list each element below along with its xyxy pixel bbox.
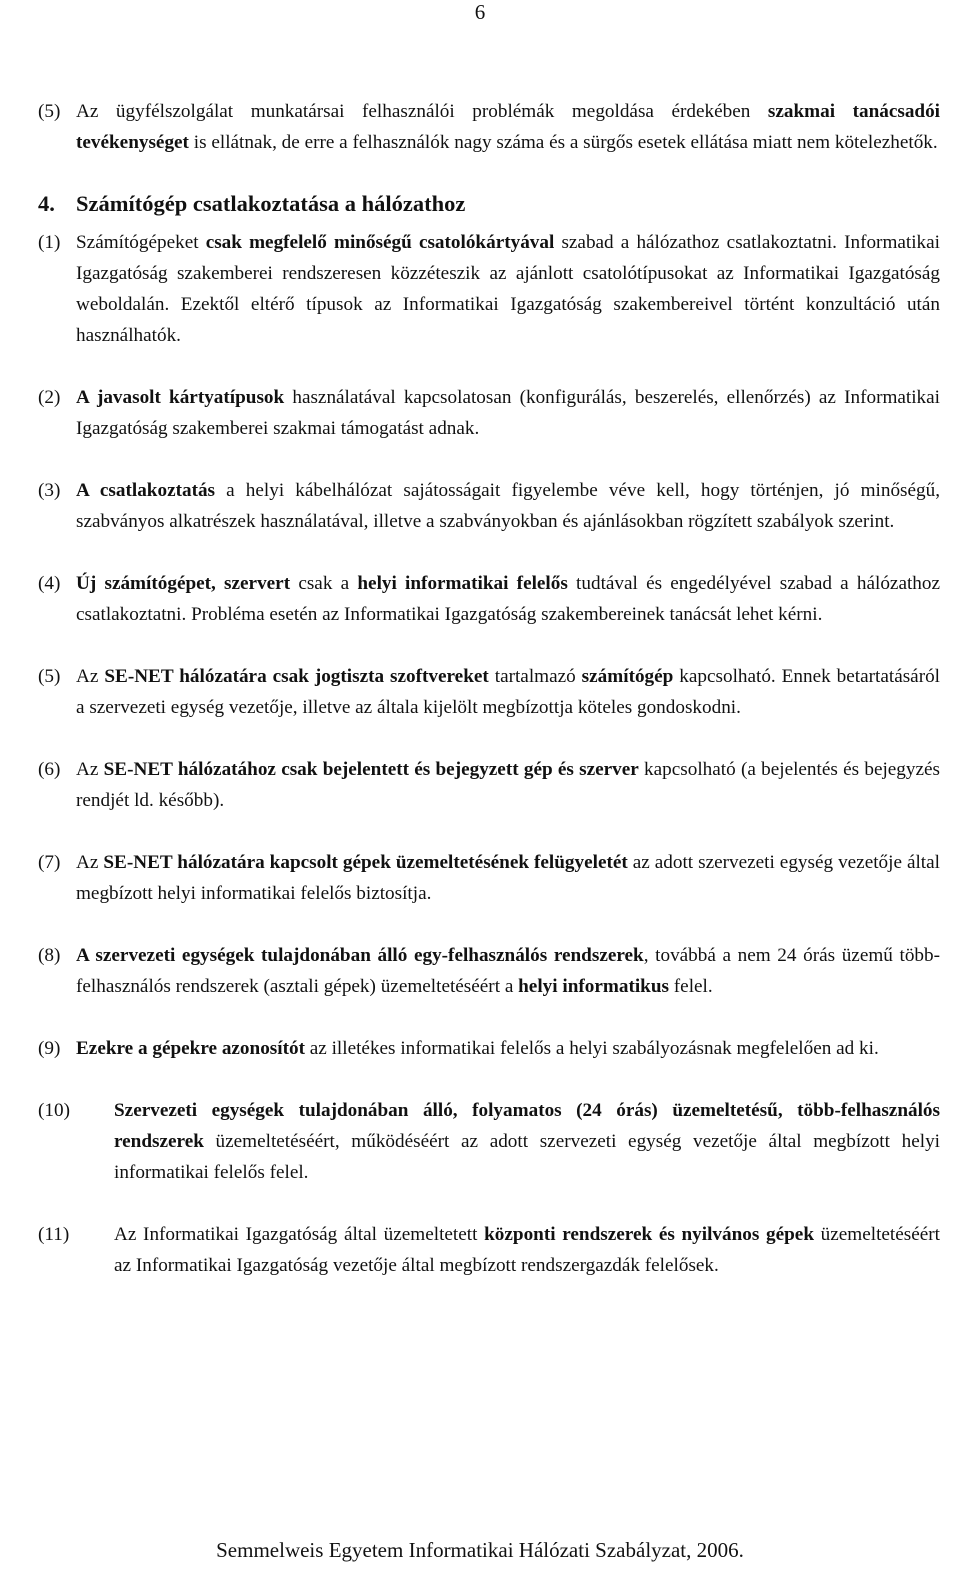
paragraph-number: (2) [38,387,61,408]
text-run: tartalmazó [488,666,582,687]
paragraph-item-9 [38,1033,940,1064]
section-items [38,227,940,1281]
page-number: 6 [474,0,486,24]
paragraph-number: (8) [38,945,61,966]
paragraph-text [114,1224,940,1276]
text-run: a helyi kábelhálózat sajátosságait figyelembe véve kell, hogy történjen, jó minőségű, szabványos alkatrészek használatával, illetve a szabványokban és ajánlásokban rögzített szabályok szerint. [76,480,940,532]
paragraph-item-4 [38,568,940,630]
paragraph-number: (6) [38,759,61,780]
paragraph-text [76,101,940,153]
text-run: felel. [669,976,713,997]
bold-text: helyi informatikai felelős [357,573,568,594]
text-run: üzemeltetéséért az Informatikai Igazgatóság vezetője által megbízott rendszergazdák felelősek. [114,1224,940,1276]
text-run: kapcsolható. Ennek betartatásáról a szervezeti egység vezetője, illetve az általa kijelölt megbízottja köteles gondoskodni. [76,666,941,718]
paragraph-item-10 [38,1095,940,1188]
paragraph-text [114,1100,940,1183]
bold-text: helyi informatikus [518,976,669,997]
paragraph-text [76,232,940,346]
paragraph-number: (4) [38,573,61,594]
text-run: Az ügyfélszolgálat munkatársai felhasználói problémák megoldása érdekében [76,101,768,122]
paragraph-item-5 [38,661,940,723]
text-run: tudtával és engedélyével szabad a hálózathoz csatlakoztatni. Probléma esetén az Informatikai Igazgatóság szakembereinek tanácsát lehet kérni. [76,573,941,625]
bold-text: SE-NET hálózatára csak jogtiszta szoftvereket [104,666,489,687]
bold-text: A szervezeti egységek tulajdonában álló egy-felhasználós rendszerek [76,945,644,966]
paragraph-item-7 [38,847,940,909]
paragraph-item-2 [38,382,940,444]
text-run: Az Informatikai Igazgatóság által üzemeltetett [114,1224,485,1245]
paragraph-item-1 [38,227,940,351]
bold-text: A javasolt kártyatípusok [76,387,285,408]
paragraph-number: (11) [38,1224,70,1245]
bold-text: Szervezeti egységek tulajdonában álló, folyamatos (24 órás) üzemeltetésű, több-felhasználós rendszerek [114,1100,940,1152]
text-run: használatával kapcsolatosan (konfigurálás, beszerelés, ellenőrzés) az Informatikai Igazgatóság szakemberei szakmai támogatást adnak. [76,387,940,439]
text-run: Számítógépeket [76,232,206,253]
bold-text: SE-NET hálózatához csak bejelentett és bejegyzett gép és szerver [103,759,639,780]
bold-text: számítógép [581,666,674,687]
section-heading [38,189,940,219]
bold-text: A csatlakoztatás [76,480,216,501]
paragraph-number: (10) [38,1100,70,1121]
bold-text: központi rendszerek és nyilvános gépek [484,1224,814,1245]
bold-text: SE-NET hálózatára kapcsolt gépek üzemeltetésének felügyeletét [103,852,628,873]
paragraph-text [76,945,940,997]
text-run: Az [76,666,105,687]
paragraph-number: (5) [38,101,61,122]
paragraph-item-11 [38,1219,940,1281]
page-footer: Semmelweis Egyetem Informatikai Hálózati Szabályzat, 2006. [216,1538,744,1562]
paragraph-text [76,852,940,904]
document-body [38,96,940,1312]
paragraph-item-8 [38,940,940,1002]
paragraph-number: (7) [38,852,61,873]
text-run: csak a [290,573,358,594]
paragraph-number: (5) [38,666,61,687]
text-run: is ellátnak, de erre a felhasználók nagy száma és a sürgős esetek ellátása miatt nem kötelezhetők. [188,132,938,153]
text-run: Az [76,759,104,780]
text-run: kapcsolható (a bejelentés és bejegyzés rendjét ld. később). [76,759,940,811]
paragraph-text [76,480,940,532]
paragraph-number: (1) [38,232,61,253]
bold-text: Új számítógépet, szervert [76,573,291,594]
bold-text: csak megfelelő minőségű csatolókártyával [205,232,555,253]
paragraph-item-6 [38,754,940,816]
text-run: üzemeltetéséért, működéséért az adott szervezeti egység vezetője által megbízott helyi informatikai felelős felel. [114,1131,940,1183]
section-number: 4. [38,191,55,216]
text-run: az illetékes informatikai felelős a helyi szabályozásnak megfelelően ad ki. [304,1038,879,1059]
text-run: szabad a hálózathoz csatlakoztatni. Informatikai Igazgatóság szakemberei rendszeresen közzéteszik az ajánlott csatolótípusokat az Informatikai Igazgatóság weboldalán. Ezektől eltérő típusok az Informatikai Igazgatóság szakembereivel történt konzultáció után használhatók. [76,232,940,346]
text-run: az adott szervezeti egység vezetője által megbízott helyi informatikai felelős biztosítja. [76,852,940,904]
paragraph-number: (9) [38,1038,61,1059]
section-title: Számítógép csatlakoztatása a hálózathoz [76,191,466,216]
paragraph-number: (3) [38,480,61,501]
paragraph-text [76,387,940,439]
bold-text: Ezekre a gépekre azonosítót [76,1038,305,1059]
paragraph-intro-5 [38,96,940,158]
text-run: , továbbá a nem 24 órás üzemű több-felhasználós rendszerek (asztali gépek) üzemeltetéséért a [76,945,940,997]
paragraph-text [76,759,940,811]
paragraph-item-3 [38,475,940,537]
paragraph-text [76,1038,879,1059]
bold-text: szakmai tanácsadói tevékenységet [76,101,941,153]
text-run: Az [76,852,104,873]
paragraph-text [76,573,940,625]
paragraph-text [76,666,940,718]
